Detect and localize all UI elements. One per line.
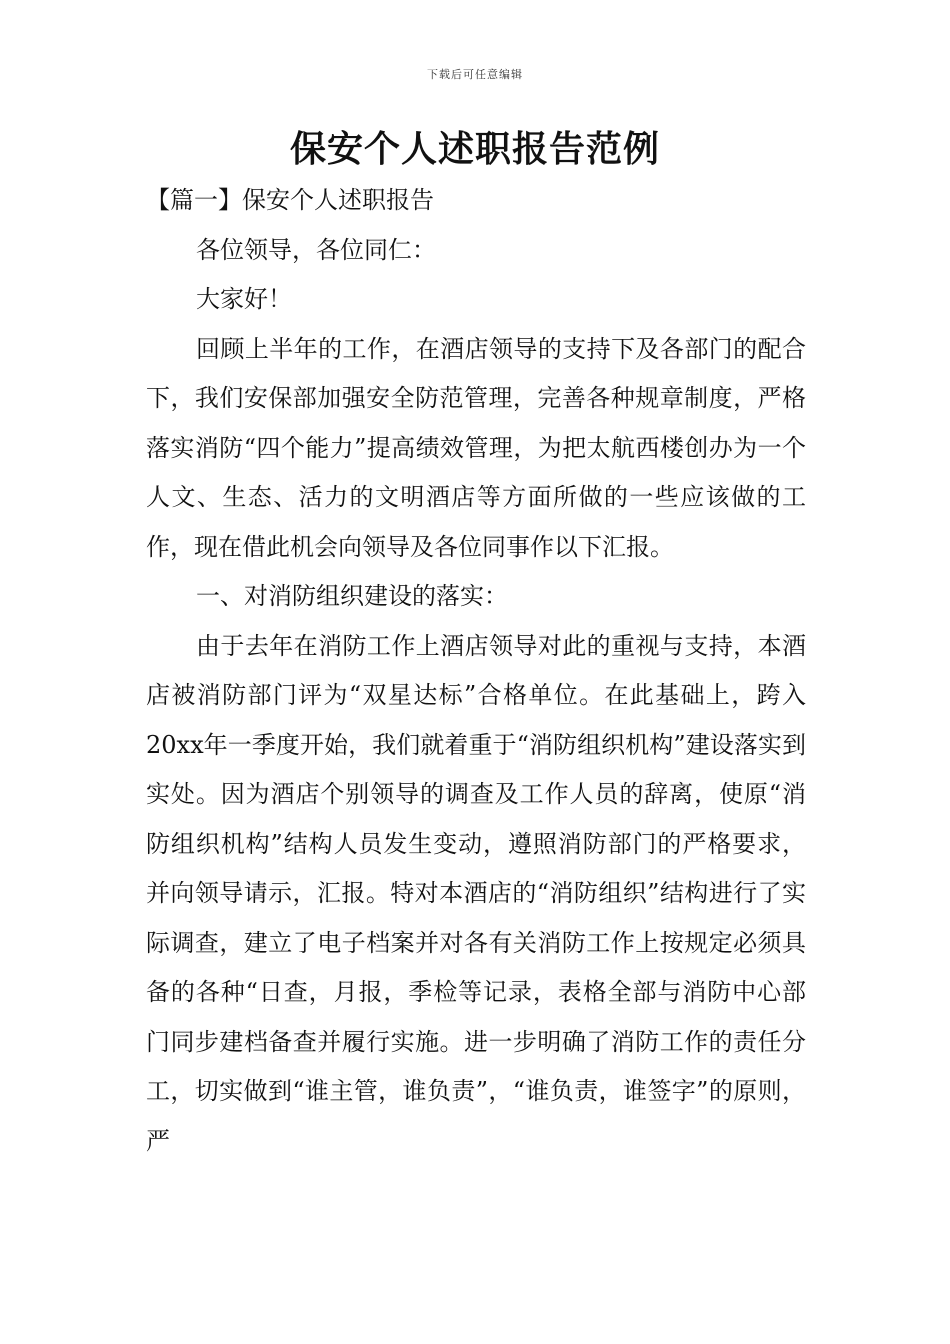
greeting-paragraph: 大家好！	[196, 285, 292, 313]
section-heading: 【篇一】保安个人述职报告	[146, 186, 434, 214]
document-title: 保安个人述职报告范例	[289, 128, 660, 170]
page-header-note: 下载后可任意编辑	[427, 68, 523, 81]
subsection-heading: 一、对消防组织建设的落实：	[196, 582, 508, 610]
body-paragraph-review: 回顾上半年的工作，在酒店领导的支持下及各部门的配合下，我们安保部加强安全防范管理，完善各种规章制度，严格落实消防“四个能力”提高绩效管理，为把太航西楼创办为一个人文、生态、活力的文明酒店等方面所做的一些应该做的工作，现在借此机会向领导及各位同事作以下汇报。	[146, 334, 806, 561]
document-body	[146, 176, 806, 1166]
salutation-paragraph: 各位领导，各位同仁：	[196, 235, 436, 264]
body-paragraph-fire-safety: 由于去年在消防工作上酒店领导对此的重视与支持，本酒店被消防部门评为“双星达标”合格单位。在此基础上，跨入20xx年一季度开始，我们就着重于“消防组织机构”建设落实到实处。因为酒店个别领导的调查及工作人员的辞离，使原“消防组织机构”结构人员发生变动，遵照消防部门的严格要求，并向领导请示，汇报。特对本酒店的“消防组织”结构进行了实际调查，建立了电子档案并对各有关消防工作上按规定必须具备的各种“日查，月报，季检等记录，表格全部与消防中心部门同步建档备查并履行实施。进一步明确了消防工作的责任分工，切实做到“谁主管，谁负责”，“谁负责，谁签字”的原则，严	[146, 631, 806, 1155]
